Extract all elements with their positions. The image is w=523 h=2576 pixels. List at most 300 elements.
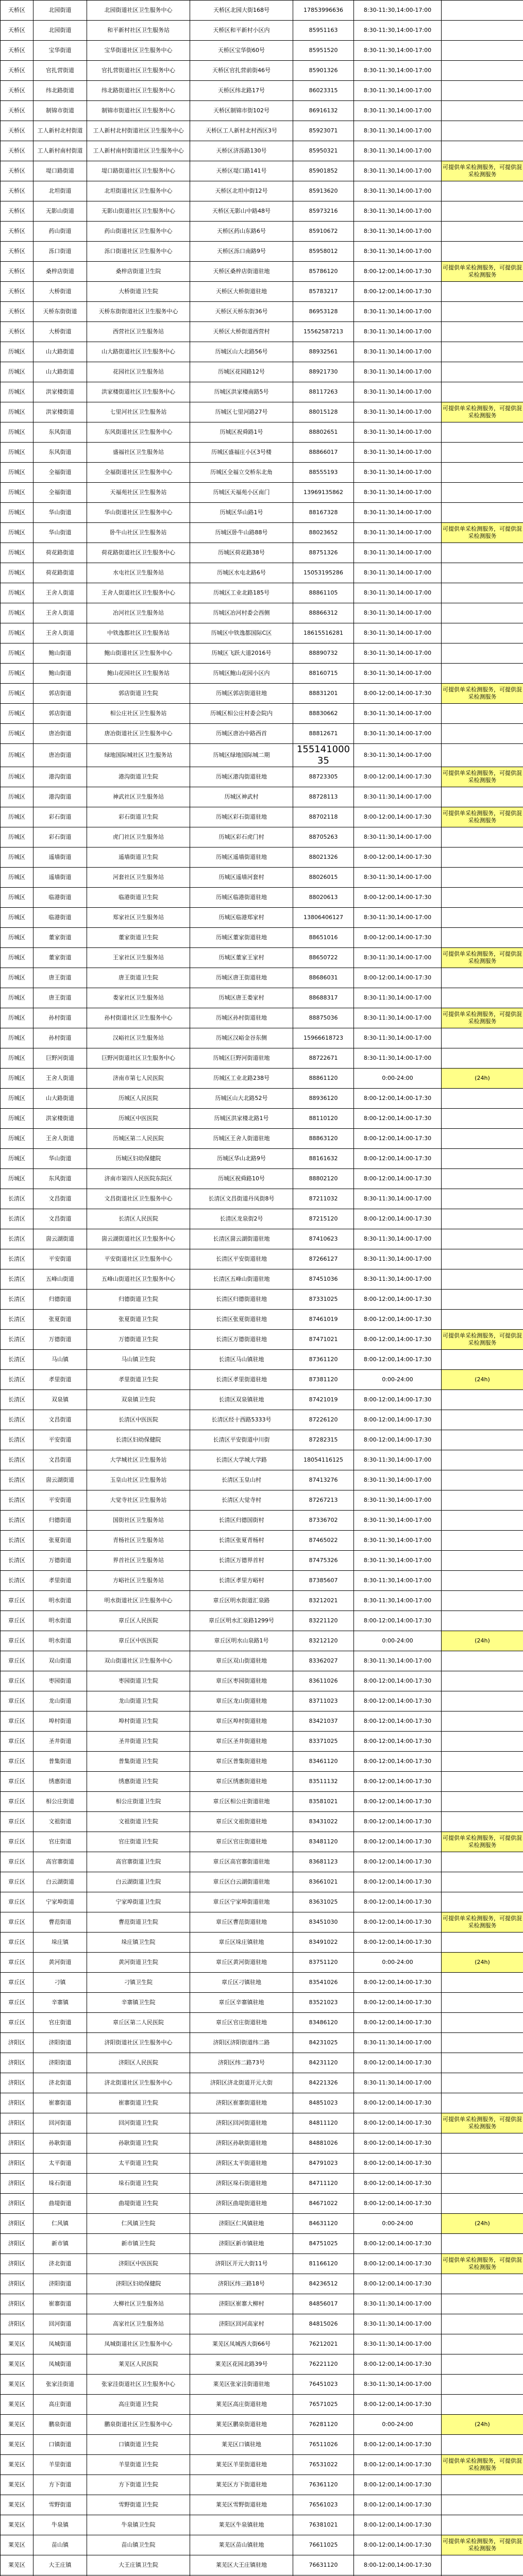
- street-cell: 平安街道: [33, 1490, 87, 1511]
- district-cell: 天桥区: [1, 242, 33, 262]
- district-cell: 历城区: [1, 1008, 33, 1028]
- address-cell: 天桥区官扎营前街46号: [190, 61, 293, 81]
- phone-cell: 86953128: [293, 302, 354, 322]
- note-cell: [442, 141, 523, 161]
- hours-cell: 8:30-11:30,14:00-17:00: [354, 603, 442, 623]
- note-cell: 可提供单采检测服务，可提供混采检测服务: [442, 2455, 523, 2475]
- address-cell: 章丘区刁镇驻地: [190, 1973, 293, 1993]
- site-name-cell: 济阳区妇幼保健院: [87, 2274, 190, 2294]
- hours-cell: 0:00-24:00: [354, 2214, 442, 2234]
- site-name-cell: 济北街道社区卫生服务中心: [87, 2073, 190, 2093]
- district-cell: 章丘区: [1, 1812, 33, 1832]
- phone-cell: 88723305: [293, 767, 354, 787]
- address-cell: 历城区唐冶中路西首: [190, 724, 293, 744]
- note-cell: [442, 2375, 523, 2395]
- district-cell: 天桥区: [1, 41, 33, 61]
- street-cell: 王舍人街道: [33, 1069, 87, 1089]
- hours-cell: 8:30-11:30,14:00-17:00: [354, 322, 442, 342]
- site-name-cell: 圣井街道卫生院: [87, 1732, 190, 1752]
- district-cell: 天桥区: [1, 121, 33, 141]
- note-cell: (24h): [442, 1370, 523, 1390]
- street-cell: 马山镇: [33, 1350, 87, 1370]
- site-name-cell: 高家社区卫生服务站: [87, 2314, 190, 2334]
- street-cell: 全福街道: [33, 463, 87, 483]
- table-row: [1, 21, 523, 41]
- note-cell: [442, 483, 523, 503]
- phone-cell: 15514100035: [293, 744, 354, 767]
- district-cell: 长清区: [1, 1189, 33, 1209]
- phone-cell: 88932561: [293, 342, 354, 362]
- note-cell: [442, 81, 523, 101]
- address-cell: 章丘区明水汇泉路1299号: [190, 1611, 293, 1631]
- table-row: [1, 1290, 523, 1310]
- site-name-cell: 鹏泉街道社区卫生服务中心: [87, 2415, 190, 2435]
- address-cell: 天桥区堤口路141号: [190, 161, 293, 181]
- note-cell: 可提供单采检测服务，可提供混采检测服务: [442, 2535, 523, 2555]
- hours-cell: 8:30-11:30,14:00-17:00: [354, 222, 442, 242]
- district-cell: 莱芜区: [1, 2395, 33, 2415]
- district-cell: 天桥区: [1, 201, 33, 222]
- hours-cell: 8:00-12:00,14:00-17:30: [354, 2475, 442, 2495]
- table-row: [1, 463, 523, 483]
- table-row: [1, 443, 523, 463]
- table-row: [1, 1430, 523, 1450]
- note-cell: [442, 1, 523, 21]
- address-cell: 长清区孝里街道驻地: [190, 1370, 293, 1390]
- table-row: [1, 2435, 523, 2455]
- site-name-cell: 五峰山街道社区卫生服务中心: [87, 1269, 190, 1290]
- district-cell: 莱芜区: [1, 2375, 33, 2395]
- site-name-cell: 王家社区卫生服务站: [87, 948, 190, 968]
- street-cell: 刁镇: [33, 1973, 87, 1993]
- address-cell: 历城区遥墙河套村: [190, 868, 293, 888]
- phone-cell: 87413276: [293, 1470, 354, 1490]
- note-cell: [442, 1511, 523, 1531]
- address-cell: 历城区唐王街道驻地: [190, 968, 293, 988]
- district-cell: 历城区: [1, 443, 33, 463]
- table-row: [1, 1, 523, 21]
- address-cell: 莱芜区凤城西大街66号: [190, 2334, 293, 2354]
- note-cell: [442, 302, 523, 322]
- site-name-cell: 孙耿街道卫生院: [87, 2133, 190, 2154]
- district-cell: 章丘区: [1, 2013, 33, 2033]
- district-cell: 天桥区: [1, 302, 33, 322]
- table-row: [1, 1852, 523, 1872]
- hours-cell: 8:00-12:00,14:00-17:30: [354, 1812, 442, 1832]
- note-cell: 可提供单采检测服务，可提供混采检测服务: [442, 262, 523, 282]
- site-name-cell: 历城区第二人民医院: [87, 1129, 190, 1149]
- district-cell: 天桥区: [1, 141, 33, 161]
- street-cell: 桑梓店街道: [33, 262, 87, 282]
- table-row: [1, 1671, 523, 1691]
- note-cell: [442, 1169, 523, 1189]
- phone-cell: 84751025: [293, 2234, 354, 2254]
- table-row: [1, 1792, 523, 1812]
- street-cell: 北坦街道: [33, 181, 87, 201]
- table-row: [1, 787, 523, 807]
- address-cell: 历城区荷花路38号: [190, 543, 293, 563]
- hours-cell: 8:30-11:30,14:00-17:00: [354, 1571, 442, 1591]
- site-name-cell: 高官寨街道卫生院: [87, 1852, 190, 1872]
- note-cell: [442, 583, 523, 603]
- table-row: [1, 1048, 523, 1069]
- hours-cell: 8:30-11:30,14:00-17:00: [354, 1551, 442, 1571]
- hours-cell: 8:00-12:00,14:00-17:30: [354, 684, 442, 704]
- district-cell: 章丘区: [1, 1711, 33, 1732]
- district-cell: 长清区: [1, 1571, 33, 1591]
- hours-cell: 8:30-11:30,14:00-17:00: [354, 2375, 442, 2395]
- street-cell: 孙村街道: [33, 1028, 87, 1048]
- note-cell: 可提供单采检测服务，可提供混采检测服务: [442, 523, 523, 543]
- site-name-cell: 大桥街道卫生院: [87, 282, 190, 302]
- district-cell: 天桥区: [1, 61, 33, 81]
- address-cell: 章丘区绣惠街道驻地: [190, 1772, 293, 1792]
- address-cell: 历城区洪家楼北路1号: [190, 1109, 293, 1129]
- table-row: [1, 1330, 523, 1350]
- site-name-cell: 长清区人民医院: [87, 1209, 190, 1229]
- site-name-cell: 卧牛山社区卫生服务站: [87, 523, 190, 543]
- street-cell: 堤口路街道: [33, 161, 87, 181]
- address-cell: 章丘区埠村街道驻地: [190, 1711, 293, 1732]
- note-cell: [442, 382, 523, 402]
- site-name-cell: 平安街道社区卫生服务中心: [87, 1249, 190, 1269]
- district-cell: 历城区: [1, 928, 33, 948]
- site-name-cell: 郭店街道卫生院: [87, 684, 190, 704]
- address-cell: 历城区临港郑家村: [190, 908, 293, 928]
- site-name-cell: 天福苑社区卫生服务站: [87, 483, 190, 503]
- street-cell: 圣井街道: [33, 1732, 87, 1752]
- hours-cell: 8:30-11:30,14:00-17:00: [354, 81, 442, 101]
- district-cell: 章丘区: [1, 1631, 33, 1651]
- address-cell: 章丘区双山街道驻地: [190, 1651, 293, 1671]
- site-name-cell: 纬北路街道社区卫生服务中心: [87, 81, 190, 101]
- hours-cell: 8:00-12:00,14:00-17:30: [354, 1892, 442, 1912]
- site-name-cell: 黄河街道卫生院: [87, 1953, 190, 1973]
- address-cell: 历城区彩石虎门村: [190, 827, 293, 848]
- street-cell: 王舍人街道: [33, 583, 87, 603]
- table-row: [1, 928, 523, 948]
- table-row: [1, 2033, 523, 2053]
- district-cell: 莱芜区: [1, 2415, 33, 2435]
- table-row: [1, 704, 523, 724]
- hours-cell: 8:00-12:00,14:00-17:30: [354, 1691, 442, 1711]
- street-cell: 王舍人街道: [33, 1129, 87, 1149]
- site-name-cell: 济阳区中医医院: [87, 2254, 190, 2274]
- district-cell: 历城区: [1, 888, 33, 908]
- address-cell: 章丘区白云湖街道驻地: [190, 1872, 293, 1892]
- address-cell: 长清区万德街道驻地: [190, 1330, 293, 1350]
- hours-cell: 8:00-12:00,14:00-17:30: [354, 2194, 442, 2214]
- hours-cell: 8:00-12:00,14:00-17:30: [354, 1752, 442, 1772]
- address-cell: 莱芜区花园北路39号: [190, 2354, 293, 2375]
- hours-cell: 8:30-11:30,14:00-17:00: [354, 704, 442, 724]
- district-cell: 长清区: [1, 1430, 33, 1450]
- table-row: [1, 161, 523, 181]
- district-cell: 济阳区: [1, 2053, 33, 2073]
- note-cell: [442, 1209, 523, 1229]
- hours-cell: 8:00-12:00,14:00-17:30: [354, 2395, 442, 2415]
- site-name-cell: 历城区人民医院: [87, 1089, 190, 1109]
- district-cell: 莱芜区: [1, 2555, 33, 2575]
- district-cell: 章丘区: [1, 1772, 33, 1792]
- street-cell: 绣惠街道: [33, 1772, 87, 1792]
- hours-cell: 8:30-11:30,14:00-17:00: [354, 1511, 442, 1531]
- hours-cell: 8:30-11:30,14:00-17:00: [354, 643, 442, 664]
- phone-cell: 87266127: [293, 1249, 354, 1269]
- address-cell: 历城区山大北路56号: [190, 342, 293, 362]
- hours-cell: 8:00-12:00,14:00-17:30: [354, 1350, 442, 1370]
- street-cell: 郭店街道: [33, 704, 87, 724]
- note-cell: 可提供单采检测服务，可提供混采检测服务: [442, 1832, 523, 1852]
- hours-cell: 8:00-12:00,14:00-17:30: [354, 1611, 442, 1631]
- address-cell: 莱芜区鹏泉街道驻地: [190, 2415, 293, 2435]
- site-name-cell: 历城区妇幼保健院: [87, 1149, 190, 1169]
- table-row: [1, 848, 523, 868]
- district-cell: 章丘区: [1, 1832, 33, 1852]
- hours-cell: 8:30-11:30,14:00-17:00: [354, 664, 442, 684]
- phone-cell: 88555193: [293, 463, 354, 483]
- table-row: [1, 2455, 523, 2475]
- note-cell: [442, 121, 523, 141]
- hours-cell: 8:00-12:00,14:00-17:30: [354, 968, 442, 988]
- address-cell: 莱芜区牛泉镇驻地: [190, 2515, 293, 2535]
- street-cell: 荷花路街道: [33, 543, 87, 563]
- table-row: [1, 201, 523, 222]
- table-row: [1, 1149, 523, 1169]
- phone-cell: 83611026: [293, 1671, 354, 1691]
- phone-cell: 18054116125: [293, 1450, 354, 1470]
- note-cell: (24h): [442, 1953, 523, 1973]
- address-cell: 历城区水屯北路6号: [190, 563, 293, 583]
- note-cell: 可提供单采检测服务，可提供混采检测服务: [442, 2113, 523, 2133]
- hours-cell: 0:00-24:00: [354, 1631, 442, 1651]
- table-row: [1, 1691, 523, 1711]
- site-name-cell: 王舍人街道社区卫生服务中心: [87, 583, 190, 603]
- table-row: [1, 1350, 523, 1370]
- street-cell: 山大路街道: [33, 362, 87, 382]
- table-row: [1, 362, 523, 382]
- address-cell: 历城区相公庄村委会院内: [190, 704, 293, 724]
- table-row: [1, 827, 523, 848]
- note-cell: 可提供单采检测服务，可提供混采检测服务: [442, 807, 523, 827]
- note-cell: [442, 1129, 523, 1149]
- note-cell: [442, 787, 523, 807]
- table-row: [1, 262, 523, 282]
- phone-cell: 87410623: [293, 1229, 354, 1249]
- street-cell: 方下街道: [33, 2475, 87, 2495]
- site-name-cell: 官扎营街道社区卫生服务中心: [87, 61, 190, 81]
- street-cell: 归德街道: [33, 1511, 87, 1531]
- site-name-cell: 长清区中医医院: [87, 1410, 190, 1430]
- site-name-cell: 方下街道卫生院: [87, 2475, 190, 2495]
- table-row: [1, 1993, 523, 2013]
- phone-cell: 83631025: [293, 1892, 354, 1912]
- phone-cell: 85901326: [293, 61, 354, 81]
- table-row: [1, 1410, 523, 1430]
- phone-cell: 87421019: [293, 1390, 354, 1410]
- phone-cell: 88728113: [293, 787, 354, 807]
- street-cell: 白云湖街道: [33, 1872, 87, 1892]
- hours-cell: 8:30-11:30,14:00-17:00: [354, 543, 442, 563]
- hours-cell: 8:00-12:00,14:00-17:30: [354, 282, 442, 302]
- note-cell: [442, 664, 523, 684]
- site-name-cell: 相公庄街道卫生院: [87, 1792, 190, 1812]
- table-row: [1, 1591, 523, 1611]
- note-cell: [442, 242, 523, 262]
- hours-cell: 8:00-12:00,14:00-17:30: [354, 1089, 442, 1109]
- site-name-cell: 牛泉镇卫生院: [87, 2515, 190, 2535]
- table-row: [1, 282, 523, 302]
- phone-cell: 84711120: [293, 2174, 354, 2194]
- site-name-cell: 中铁逸都社区卫生服务站: [87, 623, 190, 643]
- phone-cell: 76571025: [293, 2395, 354, 2415]
- note-cell: [442, 1310, 523, 1330]
- district-cell: 长清区: [1, 1390, 33, 1410]
- address-cell: 济阳区崔寨街道驻地: [190, 2093, 293, 2113]
- site-name-cell: 文昌街道社区卫生服务中心: [87, 1189, 190, 1209]
- district-cell: 济阳区: [1, 2033, 33, 2053]
- phone-cell: 76281120: [293, 2415, 354, 2435]
- hours-cell: 8:00-12:00,14:00-17:30: [354, 1330, 442, 1350]
- address-cell: 历城区鲍山花园小区内: [190, 664, 293, 684]
- phone-cell: 85951520: [293, 41, 354, 61]
- note-cell: (24h): [442, 2415, 523, 2435]
- district-cell: 长清区: [1, 1310, 33, 1330]
- district-cell: 济阳区: [1, 2073, 33, 2093]
- table-row: [1, 1209, 523, 1229]
- table-row: [1, 1370, 523, 1390]
- table-row: [1, 81, 523, 101]
- street-cell: 张夏街道: [33, 1310, 87, 1330]
- note-cell: 可提供单采检测服务，可提供混采检测服务: [442, 684, 523, 704]
- hours-cell: 8:00-12:00,14:00-17:30: [354, 2495, 442, 2515]
- district-cell: 济阳区: [1, 2314, 33, 2334]
- site-name-cell: 泺口街道社区卫生服务中心: [87, 242, 190, 262]
- phone-cell: 88866017: [293, 443, 354, 463]
- table-row: [1, 1310, 523, 1330]
- note-cell: [442, 2073, 523, 2093]
- address-cell: 章丘区黄河街道驻地: [190, 1953, 293, 1973]
- address-cell: 历城区孙村街道驻地: [190, 1008, 293, 1028]
- district-cell: 长清区: [1, 1490, 33, 1511]
- district-cell: 章丘区: [1, 1912, 33, 1933]
- phone-cell: 88831201: [293, 684, 354, 704]
- street-cell: 华山街道: [33, 503, 87, 523]
- note-cell: [442, 2555, 523, 2575]
- street-cell: 彩石街道: [33, 807, 87, 827]
- hours-cell: 8:30-11:30,14:00-17:00: [354, 61, 442, 81]
- street-cell: 归德街道: [33, 1290, 87, 1310]
- note-cell: [442, 1490, 523, 1511]
- address-cell: 历城区华山北路9号: [190, 1149, 293, 1169]
- street-cell: 鲍山街道: [33, 664, 87, 684]
- note-cell: [442, 968, 523, 988]
- district-cell: 历城区: [1, 968, 33, 988]
- table-row: [1, 1892, 523, 1912]
- table-row: [1, 583, 523, 603]
- table-row: [1, 1631, 523, 1651]
- site-name-cell: 汉峪社区卫生服务站: [87, 1028, 190, 1048]
- table-row: [1, 1551, 523, 1571]
- note-cell: [442, 1973, 523, 1993]
- district-cell: 章丘区: [1, 1591, 33, 1611]
- address-cell: 章丘区枣园街道驻地: [190, 1671, 293, 1691]
- table-row: [1, 523, 523, 543]
- table-row: [1, 2174, 523, 2194]
- site-name-cell: 西营社区卫生服务站: [87, 322, 190, 342]
- hours-cell: 8:00-12:00,14:00-17:30: [354, 1933, 442, 1953]
- site-name-cell: 万德街道卫生院: [87, 1330, 190, 1350]
- phone-cell: 88875036: [293, 1008, 354, 1028]
- address-cell: 历城区王舍人街道驻地: [190, 1129, 293, 1149]
- phone-cell: 88167328: [293, 503, 354, 523]
- site-name-cell: 莱芜区人民医院: [87, 2354, 190, 2375]
- address-cell: 历城区全福立交桥东北角: [190, 463, 293, 483]
- note-cell: [442, 1290, 523, 1310]
- site-name-cell: 孙村街道社区卫生服务中心: [87, 1008, 190, 1028]
- hours-cell: 8:00-12:00,14:00-17:30: [354, 1912, 442, 1933]
- district-cell: 历城区: [1, 523, 33, 543]
- note-cell: [442, 2013, 523, 2033]
- hours-cell: 8:30-11:30,14:00-17:00: [354, 2334, 442, 2354]
- street-cell: 山大路街道: [33, 1089, 87, 1109]
- address-cell: 历城区董家街道驻地: [190, 928, 293, 948]
- site-name-cell: 埠村街道卫生院: [87, 1711, 190, 1732]
- district-cell: 历城区: [1, 684, 33, 704]
- street-cell: 曲堤街道: [33, 2194, 87, 2214]
- district-cell: 莱芜区: [1, 2475, 33, 2495]
- district-cell: 历城区: [1, 483, 33, 503]
- street-cell: 万德街道: [33, 1330, 87, 1350]
- hours-cell: 8:00-12:00,14:00-17:30: [354, 2274, 442, 2294]
- table-row: [1, 2194, 523, 2214]
- phone-cell: 88020613: [293, 888, 354, 908]
- hours-cell: 8:30-11:30,14:00-17:00: [354, 1450, 442, 1470]
- street-cell: 双山街道: [33, 1651, 87, 1671]
- site-name-cell: 荷花路街道社区卫生服务中心: [87, 543, 190, 563]
- district-cell: 历城区: [1, 362, 33, 382]
- phone-cell: 88686031: [293, 968, 354, 988]
- street-cell: 华山街道: [33, 523, 87, 543]
- street-cell: 北园街道: [33, 1, 87, 21]
- phone-cell: 76381021: [293, 2515, 354, 2535]
- note-cell: [442, 848, 523, 868]
- street-cell: 张夏街道: [33, 1531, 87, 1551]
- site-name-cell: 鲍山花园社区卫生服务站: [87, 664, 190, 684]
- district-cell: 长清区: [1, 1269, 33, 1290]
- address-cell: 章丘区相公庄街道驻地: [190, 1792, 293, 1812]
- address-cell: 历城区祝舜路1号: [190, 422, 293, 443]
- site-name-cell: 枣园街道卫生院: [87, 1671, 190, 1691]
- street-cell: 东风街道: [33, 422, 87, 443]
- note-cell: [442, 2234, 523, 2254]
- address-cell: 章丘区圣井街道驻地: [190, 1732, 293, 1752]
- street-cell: 洪家楼街道: [33, 402, 87, 422]
- note-cell: [442, 1048, 523, 1069]
- address-cell: 历城区临港街道驻地: [190, 888, 293, 908]
- note-cell: [442, 2133, 523, 2154]
- street-cell: 工人新村南村街道: [33, 141, 87, 161]
- street-cell: 官庄街道: [33, 1832, 87, 1852]
- district-cell: 历城区: [1, 988, 33, 1008]
- district-cell: 莱芜区: [1, 2535, 33, 2555]
- note-cell: [442, 868, 523, 888]
- phone-cell: 87451036: [293, 1269, 354, 1290]
- table-row: [1, 563, 523, 583]
- district-cell: 济阳区: [1, 2194, 33, 2214]
- site-name-cell: 山大路街道社区卫生服务中心: [87, 342, 190, 362]
- site-name-cell: 崮云湖街道社区卫生服务中心: [87, 1229, 190, 1249]
